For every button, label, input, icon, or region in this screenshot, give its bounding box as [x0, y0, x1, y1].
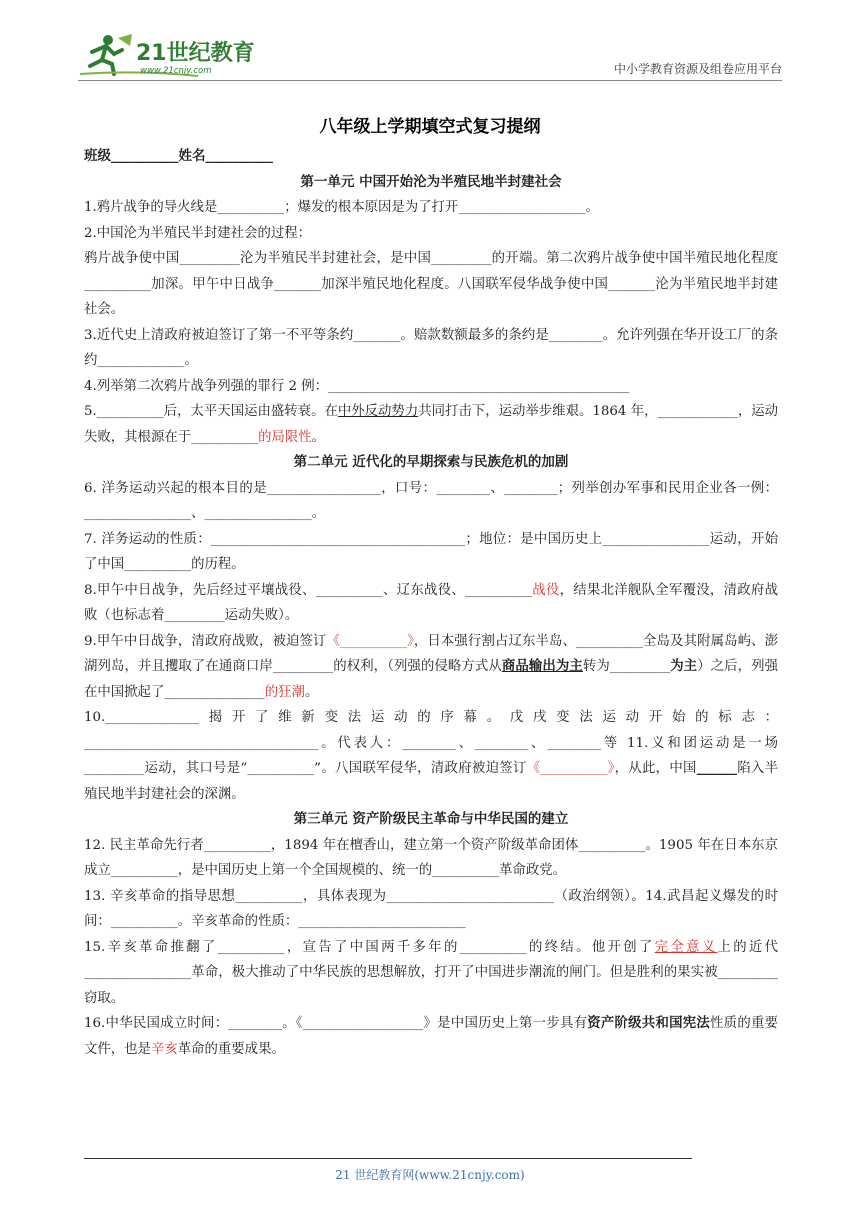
red-answer: 的局限性 — [258, 429, 312, 445]
page-title: 八年级上学期填空式复习提纲 — [319, 117, 541, 137]
header-divider — [78, 80, 782, 81]
question-1: 1.鸦片战争的导火线是__________；爆发的根本原因是为了打开___________________。 — [84, 200, 599, 215]
question-10-11: ___________________________________。代表人：________、________、________等 11.义和团运动是一场_________运动，其口号是“__________”。八国联军侵华，清政府被迫签订《__________》，从此，中国______陷入半殖民地半封建社会的深渊。 — [84, 735, 778, 802]
class-label: 班级 — [84, 148, 111, 164]
question-15: 15.辛亥革命推翻了__________，宣告了中国两千多年的__________的终结。他开创了完全意义上的近代________________革命，极大推动了中华民族的思想解放，打开了中国进步潮流的闸门。但是胜利的果实被_________窃取。 — [84, 939, 779, 1006]
logo-text: 21世纪教育 — [136, 41, 255, 66]
unit-2-heading: 第二单元 近代化的早期探索与民族危机的加剧 — [293, 454, 569, 470]
question-7: 7. 洋务运动的性质：______________________________________；地位：是中国历史上________________运动，开始了中国__________的历程。 — [84, 531, 778, 572]
question-4: 4.列举第二次鸦片战争列强的罪行 2 例：_____________________________________________ — [84, 378, 630, 394]
underlined-text: 中外反动势力 — [337, 404, 419, 419]
red-answer: 的狂潮 — [264, 684, 305, 700]
question-8: 8.甲午中日战争，先后经过平壤战役、__________、辽东战役、__________战役，结果北洋舰队全军覆没，清政府战败（也标志着_________运动失败）。 — [84, 582, 779, 623]
class-name-line — [84, 144, 778, 170]
question-9: 9.甲午中日战争，清政府战败，被迫签订《__________》，日本强行割占辽东半岛、__________全岛及其附属岛屿、澎湖列岛，并且攫取了在通商口岸_________的权利，（列强的侵略方式从商品输出为主转为_________为主）之后，列强在中国掀起了_______________的狂潮。 — [84, 633, 779, 700]
name-label: 姓名 — [178, 148, 206, 164]
red-answer: 《__________》 — [326, 633, 414, 649]
bold-text: ______ — [696, 761, 737, 776]
question-13-14: 13. 辛亥革命的指导思想__________，具体表现为_________________________（政治纲领）。14.武昌起义爆发的时间：__________。辛亥革命的性质：_________________________ — [84, 888, 778, 929]
question-12: 12. 民主革命先行者__________，1894 年在檀香山，建立第一个资产阶级革命团体__________。1905 年在日本东京成立__________，是中国历史上第一个全国规模的、统一的__________革命政党。 — [84, 837, 778, 878]
red-answer: 完全意义 — [654, 939, 718, 955]
question-3: 3.近代史上清政府被迫签订了第一不平等条约_______。赔款数额最多的条约是________。允许列强在华开设工厂的条约_____________。 — [84, 327, 778, 368]
bold-text: 为主 — [670, 659, 698, 674]
name-blank: __________ — [205, 148, 273, 164]
footer-divider — [84, 1158, 692, 1159]
page-header — [78, 30, 782, 82]
outline-content — [84, 144, 778, 1062]
question-6: 6. 洋务运动兴起的根本目的是_________________，口号：________、________；列举创办军事和民用企业各一例：________________、________________。 — [84, 480, 778, 521]
class-blank: __________ — [111, 148, 179, 164]
question-5: 5.__________后，太平天国运由盛转衰。在中外反动势力共同打击下，运动举步维艰。1864 年，____________，运动失败，其根源在于__________的局限性。 — [84, 404, 779, 445]
bold-text: 商品输出为主 — [501, 659, 583, 674]
unit-3-heading: 第三单元 资产阶级民主革命与中华民国的建立 — [293, 811, 569, 827]
unit-1-heading: 第一单元 中国开始沦为半殖民地半封建社会 — [300, 173, 562, 190]
logo-url: www.21cnjy.com — [140, 66, 212, 76]
platform-name: 中小学教育资源及组卷应用平台 — [613, 62, 782, 76]
footer-link[interactable]: 21 世纪教育网(www.21cnjy.com) — [335, 1168, 525, 1182]
red-answer: 辛亥 — [150, 1041, 178, 1057]
bold-text: 资产阶级共和国宪法 — [587, 1016, 711, 1031]
question-2-detail: 鸦片战争使中国_________沦为半殖民半封建社会，是中国_________的开端。第二次鸦片战争使中国半殖民地化程度__________加深。甲午中日战争_______加深半殖民地化程度。八国联军侵华战争使中国_______沦为半殖民地半封建社会。 — [84, 251, 778, 317]
brand-logo — [78, 30, 318, 78]
question-2: 2.中国沦为半殖民半封建社会的过程： — [84, 225, 312, 241]
red-answer: 战役 — [531, 582, 560, 598]
question-16: 16.中华民国成立时间：________。《__________________》是中国历史上第一步具有资产阶级共和国宪法性质的重要文件，也是辛亥革命的重要成果。 — [84, 1016, 778, 1057]
question-10: 10.______________揭开了维新变法运动的序幕。戊戌变法运动开始的标志： — [84, 710, 778, 725]
red-answer: 《__________》 — [526, 761, 615, 776]
